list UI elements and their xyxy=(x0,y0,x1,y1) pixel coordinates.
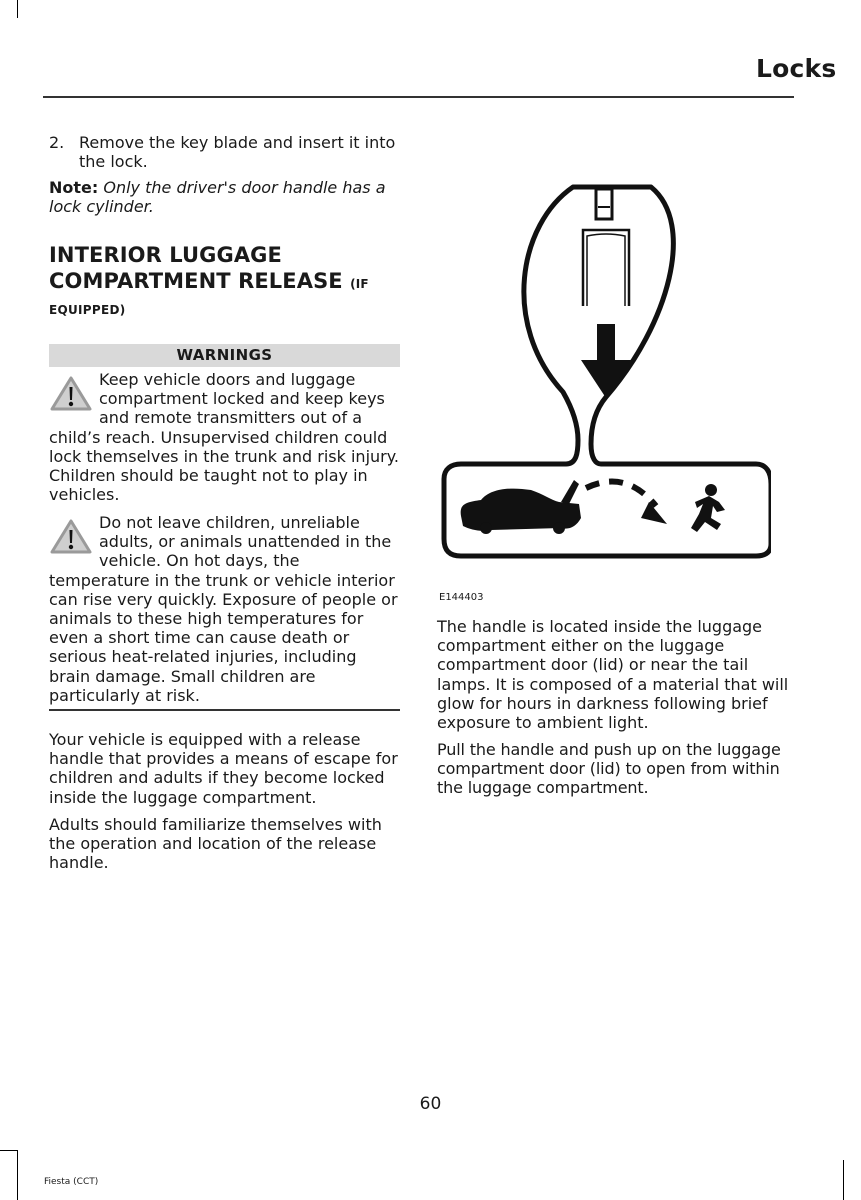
paragraph-handle-location: The handle is located inside the luggage compartment either on the luggage compartment door (lid) or near the tail lamps. It is composed of a material that will glow for hours in darkness following brief exposure to ambient light. xyxy=(437,617,789,733)
paragraph-familiarize: Adults should familiarize themselves with the operation and location of the release handle. xyxy=(49,815,382,873)
step-text: Remove the key blade and insert it into the lock. xyxy=(79,133,396,172)
footer-model: Fiesta (CCT) xyxy=(44,1177,99,1187)
note-text: Only the driver's door handle has a lock cylinder. xyxy=(49,178,386,217)
section-heading xyxy=(49,242,405,297)
section-heading-equipped: EQUIPPED) xyxy=(49,303,126,317)
paragraph-pull-handle: Pull the handle and push up on the luggage compartment door (lid) to open from within the luggage compartment. xyxy=(437,740,781,798)
step-number: 2. xyxy=(49,133,65,152)
warning-text-1: Keep vehicle doors and luggage compartment locked and keep keys and remote transmitters out of a child’s reach. Unsupervised children could lock themselves in the trunk and risk injury. Children should be taught not to play in vehicles. xyxy=(49,370,400,505)
warnings-end-rule xyxy=(49,709,400,711)
warning-item-2 xyxy=(49,513,401,705)
crop-mark-bottom-left xyxy=(17,1150,18,1200)
note-label: Note: xyxy=(49,178,99,197)
page-number: 60 xyxy=(419,1094,442,1114)
crop-mark-bottom-left-h xyxy=(0,1150,17,1151)
section-heading-line1: INTERIOR LUGGAGE xyxy=(49,243,282,267)
crop-mark-bottom-right xyxy=(843,1160,844,1200)
note xyxy=(49,178,405,216)
release-handle-illustration xyxy=(441,184,771,559)
crop-mark-top-left xyxy=(17,0,18,18)
page-title: Locks xyxy=(756,54,837,83)
header-rule xyxy=(43,96,794,98)
warning-item-1 xyxy=(49,370,401,504)
step-2 xyxy=(49,133,405,171)
warning-triangle-icon xyxy=(49,517,95,559)
warnings-title: WARNINGS xyxy=(49,344,400,367)
section-heading-line2: COMPARTMENT RELEASE xyxy=(49,269,343,293)
figure-code: E144403 xyxy=(439,592,484,603)
warning-text-2: Do not leave children, unreliable adults, or animals unattended in the vehicle. On hot days, the temperature in the trunk or vehicle interior can rise very quickly. Exposure of people or animals to these high temperatures for even a short time can cause death or serious heat-related injuries, including brain damage. Small children are particularly at risk. xyxy=(49,513,398,705)
warning-triangle-icon xyxy=(49,374,95,416)
section-heading-suffix: (IF xyxy=(350,277,369,291)
paragraph-release-handle: Your vehicle is equipped with a release handle that provides a means of escape for children and adults if they become locked inside the luggage compartment. xyxy=(49,730,398,807)
